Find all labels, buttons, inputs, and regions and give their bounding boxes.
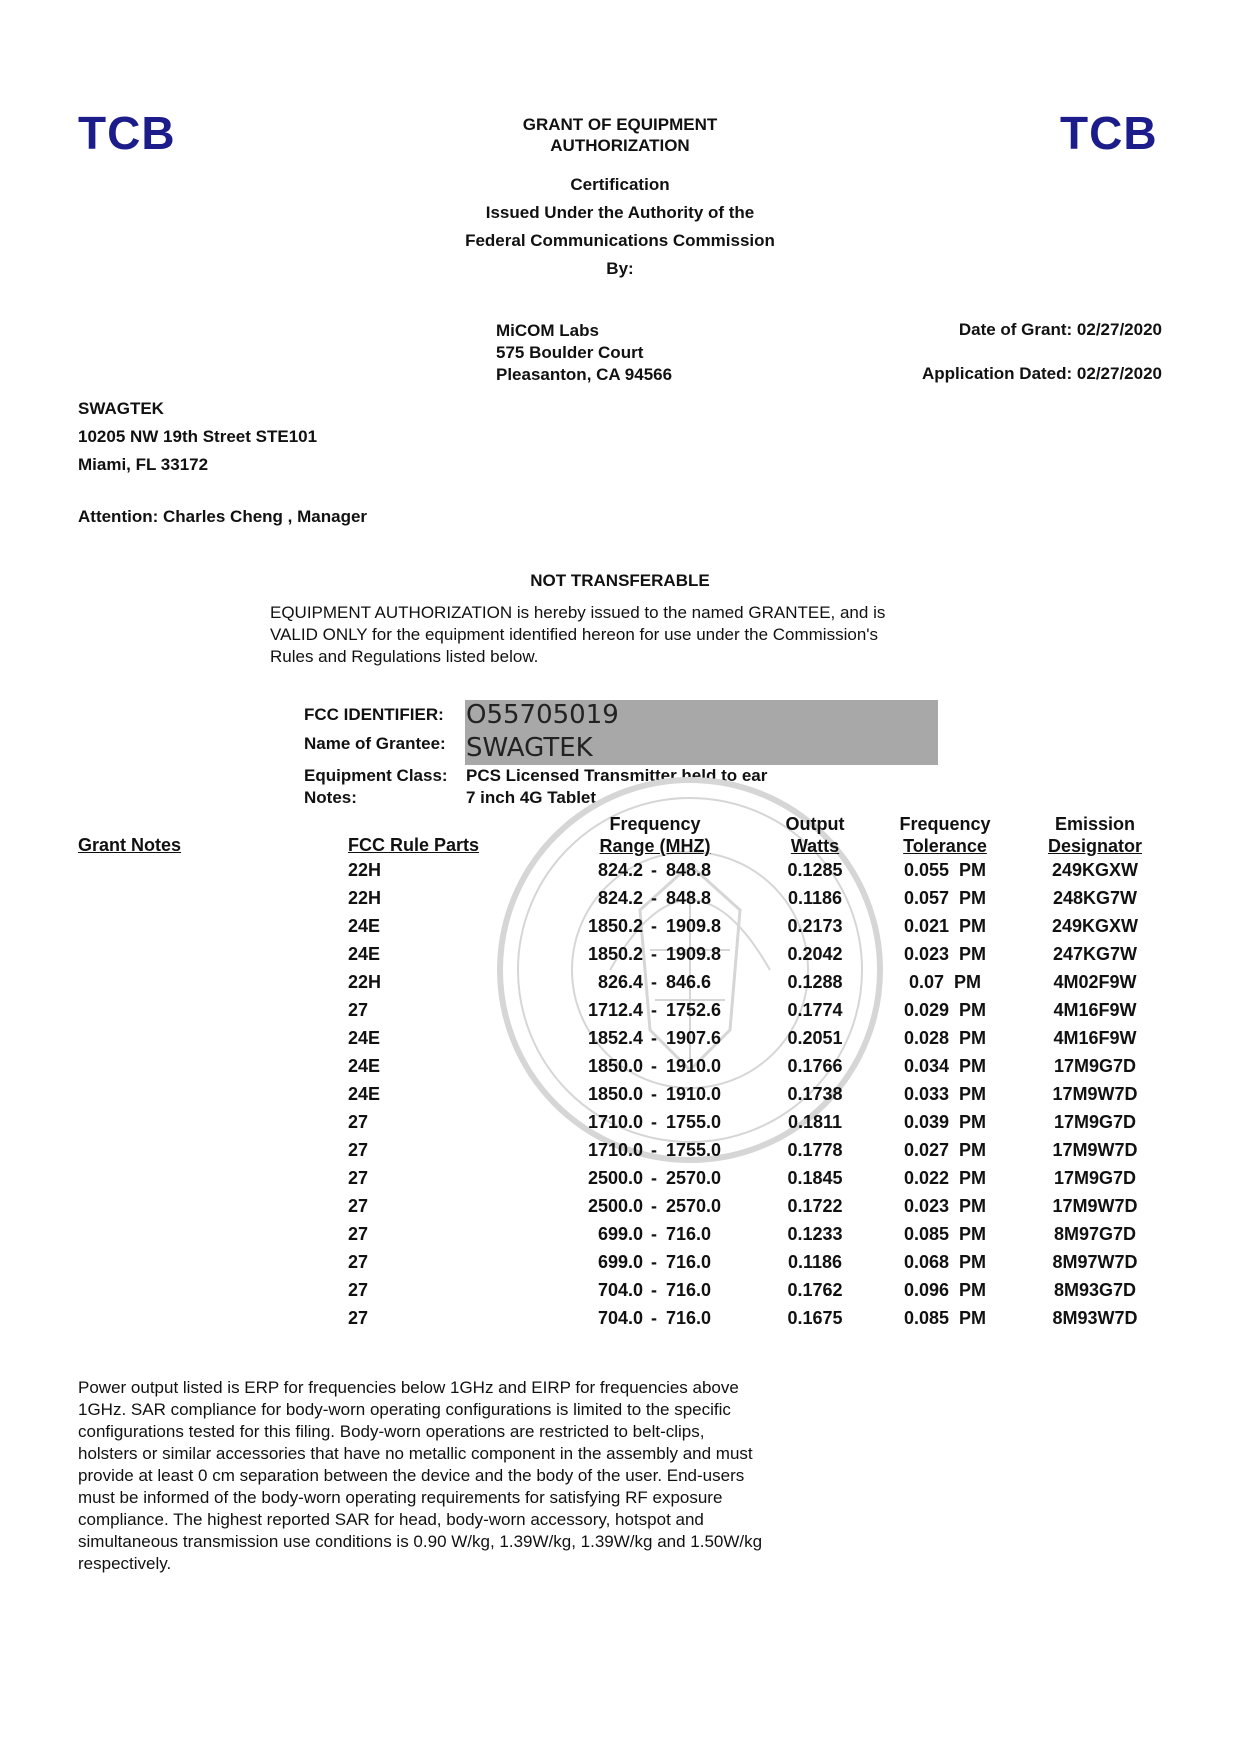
rule-part-cell: 27 (348, 1140, 369, 1160)
tolerance-cell: 0.034 PM (903, 1056, 987, 1076)
tolerance-cell: 0.022 PM (903, 1168, 987, 1188)
equipment-class-value: PCS Licensed Transmitter held to ear (466, 766, 768, 785)
tolerance-cell: 0.023 PM (903, 944, 987, 964)
tcb-logo-left: TCB (78, 107, 176, 159)
output-watts-cell: 0.1233 (787, 1224, 843, 1244)
emission-cell: 8M93W7D (1052, 1308, 1138, 1328)
range-separator: - (651, 1112, 657, 1132)
range-separator: - (651, 888, 657, 908)
frequency-high-cell: 1909.8 (666, 916, 722, 936)
rule-part-cell: 27 (348, 1308, 369, 1328)
footer-line: must be informed of the body-worn operating requirements for satisfying RF exposure (78, 1488, 723, 1507)
output-watts-cell: 0.1675 (787, 1308, 843, 1328)
tolerance-cell: 0.039 PM (903, 1112, 987, 1132)
emission-designator-header-bottom: Designator (1047, 836, 1143, 856)
frequency-range-header (570, 813, 740, 857)
frequency-tolerance-header (880, 813, 1010, 857)
equipment-class-label: Equipment Class: (304, 766, 448, 785)
rule-parts-header (348, 835, 479, 856)
frequency-high-cell: 1752.6 (666, 1000, 722, 1020)
tcb-logo-right: TCB (1060, 107, 1158, 159)
emission-cell: 8M93G7D (1053, 1280, 1137, 1300)
attention-line: Attention: Charles Cheng , Manager (78, 507, 368, 526)
rule-part-cell: 24E (348, 1028, 381, 1048)
table-row (0, 1140, 1241, 1168)
grantee-street: 10205 NW 19th Street STE101 (78, 427, 318, 446)
frequency-low-cell: 1850.0 (587, 1084, 643, 1104)
frequency-high-cell: 2570.0 (666, 1168, 722, 1188)
output-watts-cell: 0.1774 (787, 1000, 843, 1020)
range-separator: - (651, 1168, 657, 1188)
frequency-low-cell: 824.2 (597, 888, 643, 908)
output-watts-header-bottom: Watts (790, 836, 840, 856)
output-watts-cell: 0.1762 (787, 1280, 843, 1300)
emission-cell: 17M9W7D (1052, 1084, 1138, 1104)
rule-part-cell: 27 (348, 1224, 369, 1244)
frequency-low-cell: 2500.0 (587, 1168, 643, 1188)
frequency-low-cell: 1710.0 (587, 1140, 643, 1160)
emission-cell: 247KG7W (1052, 944, 1138, 964)
footer-line: 1GHz. SAR compliance for body-worn operating configurations is limited to the specific (78, 1400, 731, 1419)
output-watts-cell: 0.1186 (787, 1252, 843, 1272)
rule-part-cell: 27 (348, 1196, 369, 1216)
document-title (420, 114, 820, 156)
range-separator: - (651, 1252, 657, 1272)
statement-line-1: EQUIPMENT AUTHORIZATION is hereby issued to the named GRANTEE, and is (270, 603, 886, 622)
table-row (0, 1224, 1241, 1252)
frequency-low-cell: 1852.4 (587, 1028, 643, 1048)
grantee-name: SWAGTEK (78, 399, 164, 418)
grantee-name-value: SWAGTEK (466, 733, 593, 763)
output-watts-header (760, 813, 870, 857)
table-row (0, 1252, 1241, 1280)
tolerance-cell: 0.033 PM (903, 1084, 987, 1104)
footer-line: holsters or similar accessories that have no metallic component in the assembly and must (78, 1444, 753, 1463)
rule-part-cell: 22H (348, 888, 382, 908)
rule-part-cell: 24E (348, 944, 381, 964)
issuer-city: Pleasanton, CA 94566 (496, 365, 673, 384)
output-watts-cell: 0.1766 (787, 1056, 843, 1076)
frequency-high-cell: 1910.0 (666, 1056, 722, 1076)
issuer-address (496, 320, 672, 386)
notes-value: 7 inch 4G Tablet (466, 788, 597, 807)
rule-part-cell: 27 (348, 1280, 369, 1300)
certification-label: Certification (570, 175, 670, 194)
output-watts-cell: 0.2173 (787, 916, 843, 936)
frequency-low-cell: 704.0 (597, 1280, 643, 1300)
frequency-low-cell: 699.0 (597, 1252, 643, 1272)
output-watts-cell: 0.1738 (787, 1084, 843, 1104)
authority-block (420, 171, 820, 283)
footer-line: provide at least 0 cm separation between the device and the body of the user. End-users (78, 1466, 745, 1485)
output-watts-cell: 0.1845 (787, 1168, 843, 1188)
footer-line: respectively. (78, 1554, 172, 1573)
frequency-low-cell: 1850.2 (587, 944, 643, 964)
output-watts-cell: 0.1811 (787, 1112, 843, 1132)
emission-cell: 4M16F9W (1053, 1028, 1137, 1048)
range-separator: - (651, 1028, 657, 1048)
frequency-high-cell: 716.0 (666, 1308, 712, 1328)
table-row (0, 1112, 1241, 1140)
frequency-high-cell: 1910.0 (666, 1084, 722, 1104)
frequency-high-cell: 1907.6 (666, 1028, 722, 1048)
output-watts-cell: 0.2042 (787, 944, 843, 964)
frequency-low-cell: 699.0 (597, 1224, 643, 1244)
rule-part-cell: 24E (348, 1084, 381, 1104)
emission-cell: 249KGXW (1051, 916, 1139, 936)
emission-cell: 17M9G7D (1053, 1112, 1137, 1132)
frequency-high-cell: 848.8 (666, 860, 712, 880)
emission-cell: 248KG7W (1052, 888, 1138, 908)
tolerance-cell: 0.028 PM (903, 1028, 987, 1048)
table-row (0, 1308, 1241, 1336)
frequency-low-cell: 826.4 (597, 972, 643, 992)
tolerance-cell: 0.07 PM (908, 972, 982, 992)
rule-parts-header-text: FCC Rule Parts (348, 835, 480, 855)
range-separator: - (651, 916, 657, 936)
rule-part-cell: 27 (348, 1168, 369, 1188)
emission-cell: 249KGXW (1051, 860, 1139, 880)
tolerance-cell: 0.096 PM (903, 1280, 987, 1300)
range-separator: - (651, 1140, 657, 1160)
frequency-low-cell: 1710.0 (587, 1112, 643, 1132)
date-of-grant: Date of Grant: 02/27/2020 (958, 320, 1162, 339)
tolerance-cell: 0.057 PM (903, 888, 987, 908)
grant-notes-header-text: Grant Notes (78, 835, 182, 855)
range-separator: - (651, 1000, 657, 1020)
range-separator: - (651, 1224, 657, 1244)
rule-part-cell: 27 (348, 1000, 369, 1020)
rule-part-cell: 24E (348, 916, 381, 936)
commission-line: Federal Communications Commission (465, 231, 775, 250)
rule-part-cell: 22H (348, 972, 382, 992)
footer-line: compliance. The highest reported SAR for head, body-worn accessory, hotspot and (78, 1510, 704, 1529)
statement-line-3: Rules and Regulations listed below. (270, 647, 539, 666)
range-separator: - (651, 972, 657, 992)
table-row (0, 944, 1241, 972)
table-row (0, 860, 1241, 888)
grantee-city: Miami, FL 33172 (78, 455, 209, 474)
notes-label: Notes: (304, 788, 357, 807)
output-watts-cell: 0.1186 (787, 888, 843, 908)
frequency-high-cell: 1909.8 (666, 944, 722, 964)
table-row (0, 888, 1241, 916)
not-transferable-heading: NOT TRANSFERABLE (530, 571, 710, 590)
frequency-low-cell: 704.0 (597, 1308, 643, 1328)
footer-line: configurations tested for this filing. Body-worn operations are restricted to belt-clips, (78, 1422, 705, 1441)
output-watts-cell: 0.1285 (787, 860, 843, 880)
output-watts-cell: 0.1288 (787, 972, 843, 992)
emission-cell: 17M9G7D (1053, 1056, 1137, 1076)
frequency-high-cell: 1755.0 (666, 1112, 722, 1132)
footer-line: Power output listed is ERP for frequencies below 1GHz and EIRP for frequencies above (78, 1378, 739, 1397)
table-row (0, 972, 1241, 1000)
frequency-range-header-bottom: Range (MHZ) (599, 836, 711, 856)
frequency-low-cell: 1850.2 (587, 916, 643, 936)
frequency-high-cell: 716.0 (666, 1252, 712, 1272)
frequency-high-cell: 716.0 (666, 1280, 712, 1300)
authority-line: Issued Under the Authority of the (485, 203, 755, 222)
tolerance-cell: 0.055 PM (903, 860, 987, 880)
emission-designator-header-top: Emission (1054, 814, 1136, 834)
by-label: By: (606, 259, 634, 278)
tolerance-cell: 0.023 PM (903, 1196, 987, 1216)
emission-cell: 4M16F9W (1053, 1000, 1137, 1020)
frequency-high-cell: 846.6 (666, 972, 712, 992)
statement-line-2: VALID ONLY for the equipment identified hereon for use under the Commission's (270, 625, 879, 644)
rule-part-cell: 24E (348, 1056, 381, 1076)
tolerance-cell: 0.021 PM (903, 916, 987, 936)
output-watts-header-top: Output (785, 814, 845, 834)
frequency-low-cell: 1712.4 (587, 1000, 643, 1020)
grantee-address (78, 395, 317, 479)
tolerance-cell: 0.085 PM (903, 1308, 987, 1328)
range-separator: - (651, 944, 657, 964)
range-separator: - (651, 1084, 657, 1104)
table-row (0, 916, 1241, 944)
application-dated: Application Dated: 02/27/2020 (922, 364, 1162, 383)
emission-cell: 4M02F9W (1053, 972, 1137, 992)
tolerance-cell: 0.027 PM (903, 1140, 987, 1160)
rule-part-cell: 27 (348, 1112, 369, 1132)
output-watts-cell: 0.1778 (787, 1140, 843, 1160)
frequency-tolerance-header-bottom: Tolerance (903, 836, 987, 856)
frequency-range-header-top: Frequency (609, 814, 701, 834)
frequency-low-cell: 2500.0 (587, 1196, 643, 1216)
table-row (0, 1028, 1241, 1056)
rule-part-cell: 22H (348, 860, 382, 880)
frequency-low-cell: 824.2 (597, 860, 643, 880)
footer-line: simultaneous transmission use conditions is 0.90 W/kg, 1.39W/kg, 1.39W/kg and 1.50W/kg (78, 1532, 763, 1551)
emission-cell: 17M9G7D (1053, 1168, 1137, 1188)
range-separator: - (651, 1196, 657, 1216)
tolerance-cell: 0.029 PM (903, 1000, 987, 1020)
emission-cell: 8M97W7D (1052, 1252, 1138, 1272)
output-watts-cell: 0.1722 (787, 1196, 843, 1216)
rule-part-cell: 27 (348, 1252, 369, 1272)
tolerance-cell: 0.085 PM (903, 1224, 987, 1244)
table-row (0, 1168, 1241, 1196)
fcc-identifier-value: O55705019 (466, 700, 619, 730)
authorization-statement (270, 602, 885, 668)
title-line-1: GRANT OF EQUIPMENT (522, 115, 718, 134)
table-row (0, 1000, 1241, 1028)
range-separator: - (651, 1308, 657, 1328)
table-row (0, 1084, 1241, 1112)
table-row (0, 1280, 1241, 1308)
table-row (0, 1056, 1241, 1084)
table-row (0, 1196, 1241, 1224)
emission-cell: 17M9W7D (1052, 1140, 1138, 1160)
fcc-identifier-label: FCC IDENTIFIER: (304, 705, 444, 724)
frequency-high-cell: 2570.0 (666, 1196, 722, 1216)
title-line-2: AUTHORIZATION (550, 136, 690, 155)
issuer-name: MiCOM Labs (496, 321, 599, 340)
range-separator: - (651, 1280, 657, 1300)
range-separator: - (651, 860, 657, 880)
range-separator: - (651, 1056, 657, 1076)
frequency-high-cell: 716.0 (666, 1224, 712, 1244)
output-watts-cell: 0.2051 (787, 1028, 843, 1048)
issuer-street: 575 Boulder Court (496, 343, 644, 362)
grant-notes-header (78, 835, 181, 856)
emission-cell: 8M97G7D (1053, 1224, 1137, 1244)
frequency-high-cell: 848.8 (666, 888, 712, 908)
frequency-low-cell: 1850.0 (587, 1056, 643, 1076)
frequency-tolerance-header-top: Frequency (899, 814, 991, 834)
tolerance-cell: 0.068 PM (903, 1252, 987, 1272)
grantee-name-label: Name of Grantee: (304, 734, 446, 753)
footer-paragraph (78, 1377, 878, 1575)
emission-designator-header (1030, 813, 1160, 857)
emission-cell: 17M9W7D (1052, 1196, 1138, 1216)
frequency-high-cell: 1755.0 (666, 1140, 722, 1160)
